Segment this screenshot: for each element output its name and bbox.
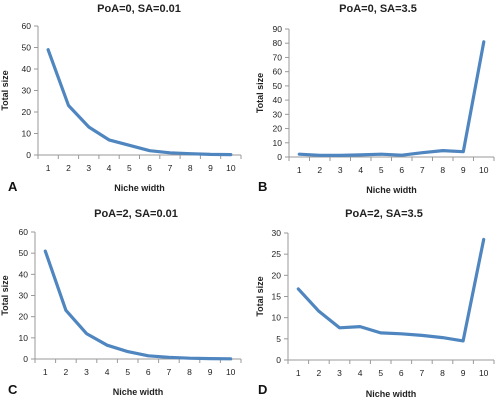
chart-panel <box>255 208 494 399</box>
x-tick-label: 5 <box>378 368 384 378</box>
y-axis-label: Total size <box>255 72 265 114</box>
y-tick-label: 20 <box>271 270 281 281</box>
y-tick-label: 10 <box>21 128 31 139</box>
chart-panel <box>255 3 494 195</box>
x-tick-label: 4 <box>104 367 110 377</box>
y-tick-label: 15 <box>271 291 281 302</box>
y-tick-label: 70 <box>272 52 282 63</box>
y-tick-label: 0 <box>26 150 31 160</box>
chart-panel <box>0 3 241 194</box>
y-tick-label: 30 <box>18 290 28 301</box>
chart-title: PoA=0, SA=3.5 <box>339 3 417 15</box>
x-tick-label: 1 <box>42 367 48 377</box>
y-tick-label: 40 <box>18 269 28 280</box>
series-line <box>299 42 484 156</box>
chart-title: PoA=2, SA=0.01 <box>94 208 178 220</box>
y-axis-label: Total size <box>0 70 10 111</box>
x-tick-label: 3 <box>337 368 342 378</box>
y-tick-label: 30 <box>21 85 31 96</box>
x-tick-label: 8 <box>187 163 193 173</box>
x-tick-label: 9 <box>208 163 213 173</box>
x-tick-label: 4 <box>358 165 364 175</box>
x-tick-label: 5 <box>126 163 132 173</box>
y-tick-label: 60 <box>21 21 31 31</box>
y-tick-label: 20 <box>272 123 282 134</box>
x-tick-label: 9 <box>460 368 466 378</box>
y-tick-label: 40 <box>21 64 31 74</box>
y-tick-label: 5 <box>276 333 281 344</box>
x-tick-label: 1 <box>45 163 51 173</box>
x-tick-label: 6 <box>398 368 404 378</box>
x-tick-label: 3 <box>84 367 89 377</box>
y-tick-label: 30 <box>271 228 281 238</box>
y-tick-label: 25 <box>271 249 281 260</box>
x-tick-label: 10 <box>478 368 489 378</box>
x-axis-label: Niche width <box>366 185 417 195</box>
x-axis-label: Niche width <box>112 387 164 397</box>
x-tick-label: 10 <box>479 165 489 175</box>
y-tick-label: 20 <box>18 311 28 322</box>
x-tick-label: 3 <box>337 165 343 175</box>
x-tick-label: 9 <box>207 367 213 377</box>
x-tick-label: 8 <box>440 165 446 175</box>
y-tick-label: 60 <box>272 66 282 77</box>
x-tick-label: 7 <box>166 367 172 377</box>
panel-letter: A <box>8 179 18 194</box>
y-tick-label: 60 <box>18 227 28 237</box>
x-tick-label: 5 <box>125 367 131 377</box>
series-line <box>298 239 483 341</box>
y-tick-label: 20 <box>21 107 31 117</box>
y-tick-label: 40 <box>272 95 282 106</box>
x-tick-label: 10 <box>226 163 236 173</box>
x-tick-label: 7 <box>419 368 425 378</box>
x-tick-label: 2 <box>317 165 323 175</box>
y-tick-label: 0 <box>277 152 282 162</box>
x-axis-label: Niche width <box>365 389 417 399</box>
x-tick-label: 7 <box>167 163 173 173</box>
x-tick-label: 2 <box>63 367 69 377</box>
panel-letter: D <box>258 382 268 397</box>
y-tick-label: 30 <box>272 109 282 120</box>
panel-letter: B <box>258 179 268 194</box>
y-tick-label: 10 <box>18 332 28 343</box>
series-line <box>45 251 230 359</box>
x-tick-label: 6 <box>147 163 153 173</box>
x-tick-label: 2 <box>66 163 71 173</box>
x-tick-label: 4 <box>357 368 363 378</box>
y-tick-label: 50 <box>21 42 31 53</box>
chart-title: PoA=0, SA=0.01 <box>97 3 181 15</box>
x-tick-label: 4 <box>106 163 112 173</box>
y-axis-label: Total size <box>0 275 10 316</box>
x-tick-label: 5 <box>378 165 384 175</box>
x-tick-label: 3 <box>86 163 92 173</box>
x-axis-label: Niche width <box>114 183 165 193</box>
y-tick-label: 50 <box>18 248 28 259</box>
x-tick-label: 1 <box>295 368 301 378</box>
y-tick-label: 50 <box>272 80 282 91</box>
x-tick-label: 7 <box>419 165 425 175</box>
x-tick-label: 9 <box>460 165 466 175</box>
x-tick-label: 8 <box>440 368 445 378</box>
panel-letter: C <box>8 382 18 397</box>
x-tick-label: 8 <box>187 367 192 377</box>
y-tick-label: 80 <box>272 38 282 49</box>
series-line <box>48 50 231 155</box>
y-tick-label: 10 <box>271 312 281 323</box>
x-tick-label: 6 <box>399 165 405 175</box>
y-tick-label: 10 <box>272 137 282 148</box>
y-tick-label: 90 <box>272 24 282 34</box>
x-tick-label: 10 <box>225 367 236 377</box>
chart-title: PoA=2, SA=3.5 <box>345 208 423 220</box>
y-tick-label: 0 <box>23 354 28 364</box>
y-tick-label: 0 <box>276 355 281 365</box>
chart-panel <box>0 208 241 397</box>
y-axis-label: Total size <box>255 276 265 317</box>
x-tick-label: 6 <box>145 367 151 377</box>
x-tick-label: 2 <box>316 368 322 378</box>
x-tick-label: 1 <box>296 165 302 175</box>
